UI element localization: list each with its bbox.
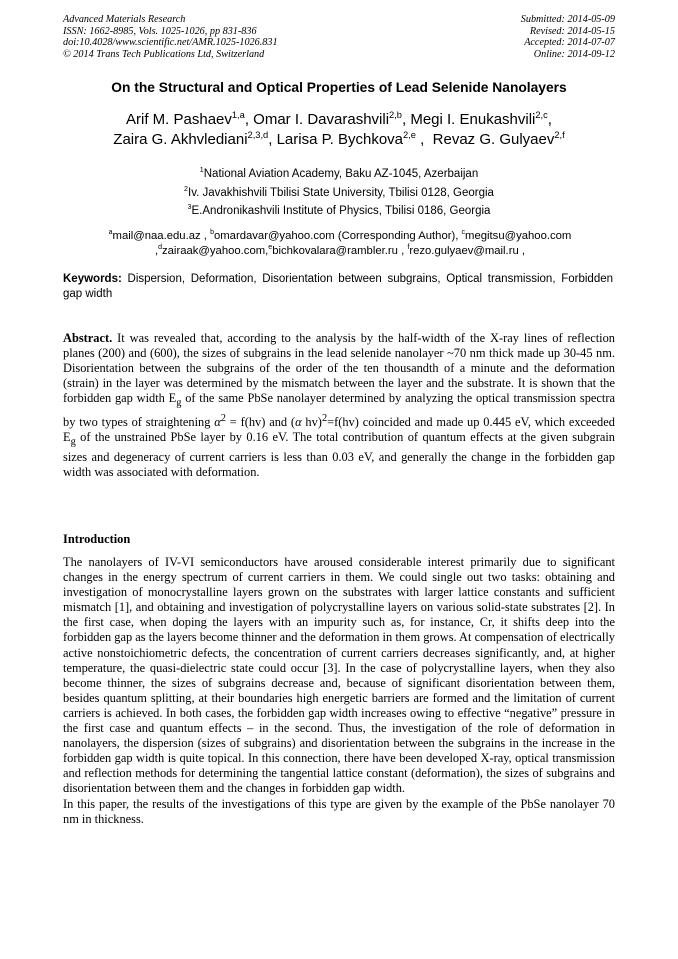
email-list: $^a$mail@naa.edu.az , $^b$omardavar@yahoo.com (Corresponding Author), $^c$megitsu@yahoo.com ,$^d$zairaak@yahoo.com,$^e$bichkovalara@rambler.ru , $^f$rezo.gulyaev@mail.ru , bbox=[108, 229, 572, 257]
email-link[interactable]: omardavar@yahoo.com (Corresponding Author) bbox=[213, 230, 456, 242]
date-accepted: Accepted: 2014-07-07 bbox=[524, 37, 615, 48]
author-sup: 2,b bbox=[389, 110, 402, 120]
author-sup: 1,a bbox=[231, 110, 245, 120]
author-sup: 2,3,d bbox=[247, 130, 269, 140]
affiliation-list bbox=[0, 165, 678, 221]
email-link[interactable]: rezo.gulyaev@mail.ru bbox=[409, 245, 519, 257]
journal-doi: doi:10.4028/www.scientific.net/AMR.1025-1026.831 bbox=[63, 37, 278, 48]
affiliation: $^1$National Aviation Academy, Baku AZ-1045, Azerbaijan bbox=[199, 166, 479, 180]
keywords-label: Keywords: bbox=[63, 273, 122, 285]
email-link[interactable]: megitsu@yahoo.com bbox=[465, 230, 572, 242]
affiliation: $^3$E.Andronikashvili Institute of Physics, Tbilisi 0186, Georgia bbox=[187, 203, 491, 217]
paper-title: On the Structural and Optical Properties of Lead Selenide Nanolayers bbox=[111, 80, 567, 95]
keywords-text: Dispersion, Deformation, Disorientation between subgrains, Optical transmission, Forbidden gap width bbox=[63, 273, 614, 300]
paragraph: In this paper, the results of the investigations of this type are given by the example of the PbSe nanolayer 70 nm in thickness. bbox=[63, 796, 615, 826]
journal-info bbox=[63, 14, 278, 60]
email-link[interactable]: zairaak@yahoo.com bbox=[162, 245, 266, 257]
email-link[interactable]: bichkovalara@rambler.ru bbox=[272, 245, 398, 257]
affiliation: $^2$Iv. Javakhishvili Tbilisi State University, Tbilisi 0128, Georgia bbox=[184, 184, 494, 199]
date-submitted: Submitted: 2014-05-09 bbox=[520, 14, 615, 25]
author-name: Larisa P. Bychkova bbox=[276, 131, 404, 148]
keywords bbox=[63, 272, 613, 302]
journal-name: Advanced Materials Research bbox=[63, 14, 186, 25]
date-revised: Revised: 2014-05-15 bbox=[529, 25, 615, 37]
abstract: Abstract. It was revealed that, according to the analysis by the half-width of the X-ray lines of reflection planes (200) and (600), the sizes of subgrains in the lead selenide nanolayer ~70 nm thick made up 30-45 nm. Disorientation between the subgrains of the order of the ten thousandth of a minute and the deformation (strain) in the layer was determined by the mismatch between the layer and the substrate. It is shown that the forbidden gap width $E_g$ of the same PbSe nanolayer determined by analyzing the optical transmission spectra by two types of straightening $\alpha^2 = f(hv)$ and (α hv)$^2$=f(hv) coincided and made up 0.445 eV, which exceeded $E_g$ of the unstrained PbSe layer by 0.16 eV. The total contribution of quantum effects at the given subgrain sizes and degeneracy of current carriers is less than 0.03 eV, and generally the change in the forbidden gap width was associated with deformation. bbox=[63, 331, 615, 479]
author-name: Megi I. Enukashvili bbox=[410, 111, 536, 128]
introduction-body bbox=[63, 555, 615, 827]
author-sup: 2,c bbox=[535, 110, 548, 120]
journal-issn: ISSN: 1662-8985, Vols. 1025-1026, pp 831-836 bbox=[63, 25, 257, 37]
section-heading: Introduction bbox=[63, 532, 131, 546]
date-online: Online: 2014-09-12 bbox=[533, 48, 615, 60]
author-sup: 2,f bbox=[554, 130, 565, 140]
author-list: Arif M. Pashaev$^{1,a}$, Omar I. Davarashvili$^{2,b}$, Megi I. Enukashvili$^{2,c}$, Zaira G. Akhvlediani$^{2,3,d}$, Larisa P. Bychkova$^{2,e}$ , Revaz G. Gulyaev$^{2,f}$ bbox=[113, 110, 565, 148]
journal-copyright: © 2014 Trans Tech Publications Ltd, Switzerland bbox=[63, 48, 265, 60]
author-name: Zaira G. Akhvlediani bbox=[113, 131, 248, 148]
email-link[interactable]: mail@naa.edu.az bbox=[112, 230, 201, 242]
abstract-label: Abstract. bbox=[63, 331, 113, 345]
submission-dates bbox=[521, 14, 615, 60]
author-name: Revaz G. Gulyaev bbox=[432, 131, 555, 148]
paragraph: The nanolayers of IV-VI semiconductors have aroused considerable interest primarily due to significant changes in the energy spectrum of current carriers in them. We could single out two tasks: obtaining and investigation of monocrystalline layers grown on the substrates with larger lattice constants and sufficient mismatch [1], and obtaining and investigation of polycrystalline layers on various solid-state substrates [2]. In the first case, when doping the layers with an impurity such as, for instance, Cr, it shifts deep into the forbidden gap as the layers become thinner and the deformation in them grows. At compensation of electrically active nonstoichiometric defects, the concentration of current carriers decreases significantly, and, at higher temperature, the quasi-dielectric state could occur [3]. In the case of polycrystalline layers, when they also become thinner, the sizes of subgrains decrease and, because of significant disorientation between them, besides quantum splitting, at their boundaries high energetic barriers are formed and the limitation of current carriers is achieved. In both cases, the forbidden gap width increases owing to effective “negative” pressure in the first case and quantum effects – in the second. Thus, the investigation of the role of deformation in nanolayers, the dispersion (sizes of subgrains) and disorientation between the subgrains in the increase in the forbidden gap width is quite topical. In this connection, there have been developed X-ray, optical transmission and reflection methods for determining the tangential lattice constant (deformation), the sizes of subgrains and disorientation between them and the changes in forbidden gap width. bbox=[63, 555, 615, 796]
author-sup: 2,e bbox=[403, 130, 416, 140]
author-name: Arif M. Pashaev bbox=[126, 111, 232, 128]
author-name: Omar I. Davarashvili bbox=[253, 111, 390, 128]
